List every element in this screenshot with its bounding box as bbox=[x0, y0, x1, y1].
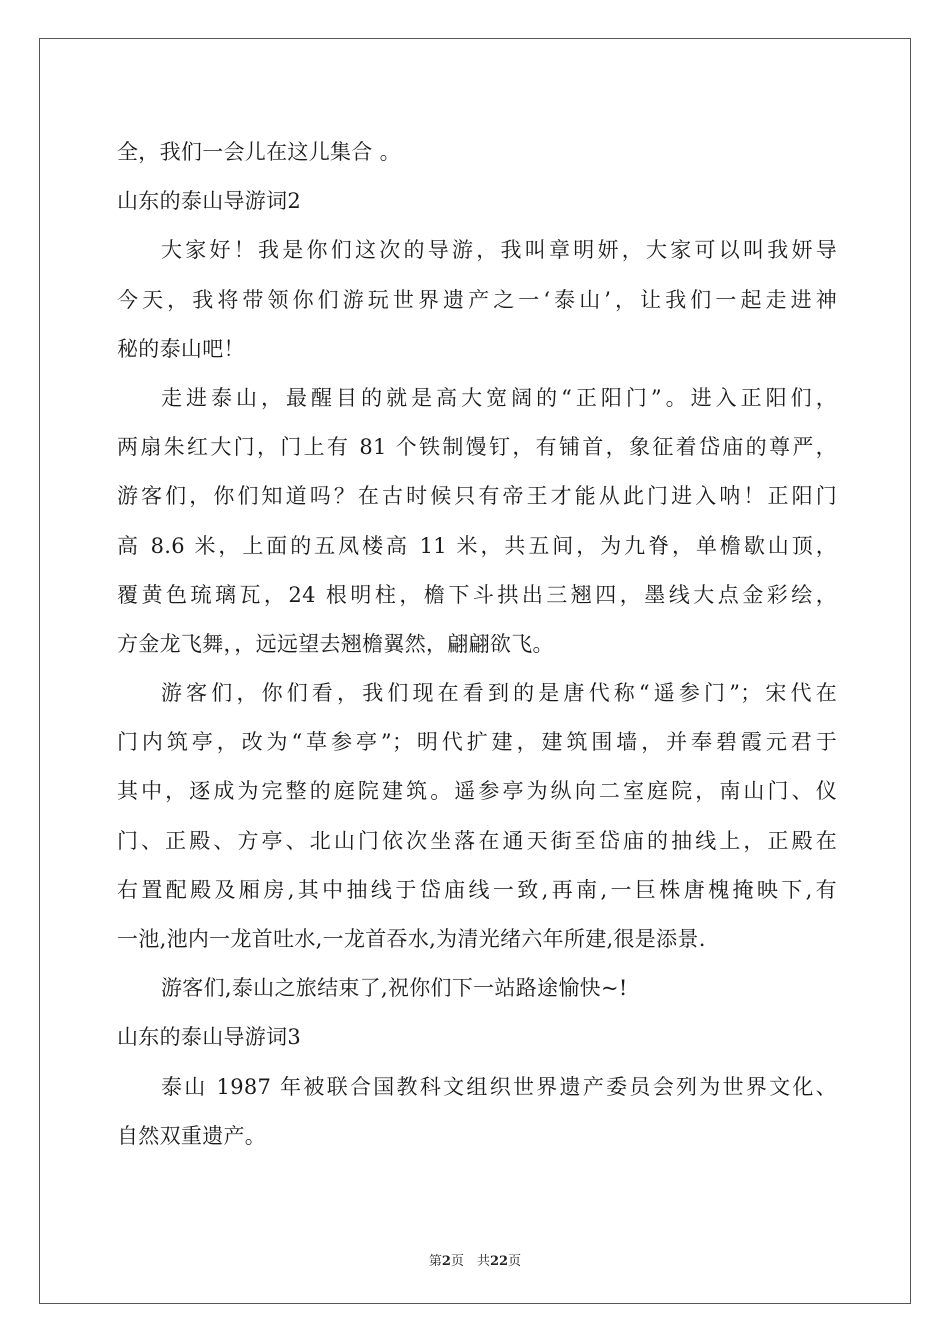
page-footer bbox=[0, 1250, 950, 1269]
current-page-number: 2 bbox=[441, 1254, 451, 1269]
text-line: 覆黄色琉璃瓦，24 根明柱，檐下斗拱出三翘四，墨线大点金彩绘， bbox=[117, 582, 837, 607]
text-line: 自然双重遗产。 bbox=[117, 1123, 267, 1148]
text-line: 全，我们一会儿在这儿集合 。 bbox=[117, 140, 401, 164]
section-heading: 山东的泰山导游词2 bbox=[117, 189, 302, 214]
text-line: 一池,池内一龙首吐水,一龙首吞水,为清光绪六年所建,很是添景. bbox=[117, 927, 706, 951]
footer-mid: 页 共 bbox=[450, 1254, 490, 1269]
total-page-count: 22 bbox=[489, 1254, 509, 1269]
footer-prefix: 第 bbox=[428, 1254, 442, 1269]
text-line: 泰山 1987 年被联合国教科文组织世界遗产委员会列为世界文化、 bbox=[161, 1074, 837, 1099]
text-line: 其中，逐成为完整的庭院建筑。遥参亭为纵向二室庭院，南山门、仪 bbox=[117, 779, 837, 804]
text-line: 走进泰山，最醒目的就是高大宽阔的“正阳门”。进入正阳们， bbox=[161, 385, 837, 410]
text-line: 门、正殿、方亭、北山门依次坐落在通天街至岱庙的抽线上，正殿在 bbox=[117, 828, 837, 853]
section-heading: 山东的泰山导游词3 bbox=[117, 1025, 302, 1050]
text-line: 门内筑亭，改为“草参亭”；明代扩建，建筑围墙，并奉碧霞元君于 bbox=[117, 730, 837, 755]
text-line: 今天，我将带领你们游玩世界遗产之一‘泰山’，让我们一起走进神 bbox=[117, 287, 837, 312]
text-line: 游客们，你们看，我们现在看到的是唐代称“遥参门”；宋代在 bbox=[161, 681, 837, 706]
text-line: 游客们，你们知道吗？在古时候只有帝王才能从此门进入呐！正阳门 bbox=[117, 484, 837, 509]
text-line: 两扇朱红大门，门上有 81 个铁制馒钉，有铺首，象征着岱庙的尊严， bbox=[117, 435, 837, 460]
text-line: 秘的泰山吧！ bbox=[117, 336, 245, 361]
text-line: 大家好！我是你们这次的导游，我叫章明妍，大家可以叫我妍导 bbox=[161, 238, 837, 263]
text-line: 游客们,泰山之旅结束了,祝你们下一站路途愉快~! bbox=[161, 976, 628, 1001]
footer-suffix: 页 bbox=[508, 1254, 522, 1269]
text-line: 方金龙飞舞，，远远望去翘檐翼然，翩翩欲飞。 bbox=[117, 631, 554, 656]
document-body bbox=[117, 128, 837, 1161]
text-line: 右置配殿及厢房,其中抽线于岱庙线一致,再南,一巨株唐槐掩映下,有 bbox=[117, 877, 837, 902]
text-line: 高 8.6 米，上面的五凤楼高 11 米，共五间，为九脊，单檐歇山顶， bbox=[117, 533, 837, 558]
